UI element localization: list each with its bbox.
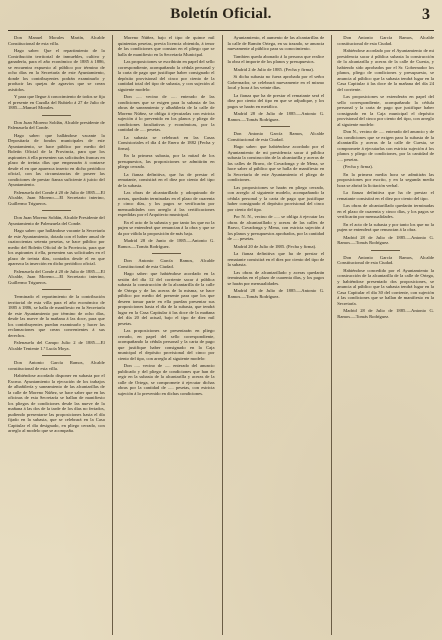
paragraph: Las obras de alcantarillado quedarán terminadas en el plazo de cuarenta y cinco días, y los pagos se verificarán por mensualidades. [337, 203, 434, 219]
paragraph: Don Manuel Morales Martín, Alcalde Constitucional de esta villa. [8, 35, 105, 46]
paragraph: Las proposiciones se escribirán en papel del sello correspondiente, acompañando la cédula personal y la carta de pago que justifique haber consignado el depósito provisional del cinco por ciento de la cantidad total del tipo de subasta, y con sujeción al siguiente modelo: [117, 59, 215, 92]
paragraph: Palenzuela del Conde á 20 de Julio de 1885.—El Alcalde, Juan Moreno.—El Secretario interino, Guillermo Trigueros. [8, 189, 105, 206]
paragraph: Madrid 28 de Junio de 1885.—Antonio G. Ramos.—Tomás Rodríguez. [117, 238, 215, 249]
paragraph: En el acto de la subasta y por tanto los que no la pujen se entenderá que renuncian á la obra y que se da por válida la proposición de más baja. [117, 219, 215, 236]
paragraph: Moreno Núñez, bajo el tipo de quince mil quinientas pesetas, previa licencia obtenida, á tenor de las condiciones que constan en el pliego que se halla de manifiesto en la Secretaría Municipal. [117, 35, 215, 57]
paragraph: Hago saber: que hallándose vacante la Secretaría de este Ayuntamiento, dotada con el haber anual de cuatrocientas setenta pesetas, se hace público por medio del Boletín Oficial de la Provincia, para que los aspirantes á ella, presenten sus solicitudes en el plazo de treinta días, contados desde el en que aparezca la inserción en dicho periódico oficial. [8, 228, 105, 266]
paragraph: Don Antonio García Ramos, Alcalde constitucional de esta villa. [8, 360, 105, 371]
paragraph: Madrid 28 de Julio de 1885.—Antonio G. Ramos.—Tomás Rodríguez. [227, 288, 325, 299]
paragraph: Las obras de alcantarillado y adoquinado de aceras, quedarán terminadas en el plazo de cuarenta y cinco días, y los pagos se verificarán por mensualidades con arreglo á las certificaciones expedidas por el Arquitecto municipal. [117, 190, 215, 217]
section-divider [152, 253, 181, 254]
column-2 [112, 35, 215, 635]
paragraph: Por N. N., vecino de ..... se obliga á ejecutar las obras de alcantarillado y aceras de las calles de Bravo, Covadonga y Mena, con estricta sujeción á los planos y presupuestos aprobados, por la cantidad de ..... pesetas. [227, 214, 325, 241]
paragraph: La fianza definitiva, que ha de prestar el rematante, consistirá en el diez por ciento del tipo de la subasta. [117, 171, 215, 188]
paragraph: Habiéndose acordado por el Ayuntamiento de mi presidencia sacar á pública subasta la construcción de la alcantarilla y aceras de la calle de Cuesta, y habiendo sido aprobados por el Sr. Gobernador los planos, pliego de condiciones y presupuesto, se anuncia al público que la subasta tendrá lugar en la Casa Capitular á las doce de la mañana del día 24 del corriente. [337, 48, 434, 92]
section-divider [261, 126, 290, 127]
paragraph: Don Juan Moreno Soldán, Alcalde Presidente del Ayuntamiento de Palenzuela del Conde. [8, 215, 105, 226]
paragraph: Palenzuela del Campo Julio 2 de 1885.—El Alcalde Teniente 1.º Lucía Moya. [8, 340, 105, 351]
text-columns [8, 35, 434, 635]
column-1 [8, 35, 105, 635]
paragraph: Don Antonio García Ramos, Alcalde Constitucional de esta Ciudad. [337, 254, 434, 265]
paragraph: Hago saber: que hallándose vacante la Depositaría de fondos municipales de este Ayuntamiento, se hace público por medio del Boletín Oficial de la Provincia, para que los aspirantes á ella presenten sus solicitudes francas en plazo de treinta días que empezarán á contarse desde el en que aparezca inserto en dicho periódico oficial, con las circunstancias de poseer las condiciones de prestar fianza suficiente á juicio del Ayuntamiento. [8, 132, 105, 187]
paragraph: En la primera media hora se admitirán las proposiciones por escrito, y en la segunda media hora se abrirá la licitación verbal. [337, 171, 434, 188]
paragraph: Tambien queda abonado á la persona que realice la obra el importe de los planos y presupuestos. [227, 53, 325, 64]
paragraph: Las proposiciones se harán en pliego cerrado, con arreglo al siguiente modelo, acompañando la cédula personal y la carta de pago que justifique haber consignado el depósito provisional del cinco por ciento del tipo. [227, 184, 325, 212]
paragraph: Hago saber: que habiéndose acordado por el Ayuntamiento de mi presidencia sacar á pública subasta la construcción de la alcantarilla y aceras de las calles de Bravo, de Covadonga y de Mena, se hace saber al público que se halla de manifiesto en la Secretaría de este Ayuntamiento el pliego de condiciones. [227, 144, 325, 182]
paragraph: (Fecha y firma). [343, 164, 373, 169]
page-title: Boletín Oficial. [170, 6, 272, 22]
paragraph: Madrid 2 de Julio de 1885. (Fecha y firma). [233, 66, 314, 72]
paragraph: Hago saber: que habiéndose acordado en la sesión del día 12 del corriente sacar á pública subasta la construcción de la alcantarilla de la calle de Ortega y de las aceras de la misma, se hace público por medio del presente para que los que deseen tomar parte en ella puedan presentar sus proposiciones hasta el día de la subasta, que tendrá lugar en la Casa Capitular á las doce de la mañana del día 20 del actual, bajo el tipo de diez mil pesetas. [117, 271, 215, 326]
paragraph: Don ..... vecino de ..... enterado de las condiciones que se exigen para la subasta de las obras de saneamiento y albañilería de la calle de Moreno Núñez, se obliga á ejecutarlas con estricta sujeción á lo prevenido en los planos y pliego de condiciones facultativas y económicas, por la cantidad de ..... pesetas. [117, 94, 215, 132]
paragraph: Don N., vecino de ..... enterado del anuncio y de las condiciones que se exigen para la subasta de la alcantarilla y aceras de la calle de Cuesta, se compromete á ejecutarlas con estricta sujeción á los planos y pliego de condiciones, por la cantidad de ..... pesetas. [337, 129, 434, 162]
masthead [8, 6, 434, 31]
paragraph: Si dicha subasta no fuera aprobada por el señor Gobernador, se celebrará nuevamente en el mismo local y hora á los veinte días. [227, 74, 325, 90]
paragraph: Y para que llegue á conocimiento de todos se fija el presente en Cazalla del Rubielo á 27 de Julio de 1885.—Manuel Morales. [8, 94, 105, 110]
paragraph: En la primera subasta, por la mitad de los presupuestos, las proposiciones se admitirán en pliego cerrado. [117, 153, 215, 169]
paragraph: Madrid 28 de Julio de 1885.—Antonio G. Ramos.—Tomás Rodríguez. [337, 308, 434, 319]
paragraph: Madrid 20 de Julio de 1885. (Fecha y firma). [233, 243, 317, 249]
paragraph: Habiéndose acordado disponer en subasta por el Excmo. Ayuntamiento la ejecución de los trabajos de albañilería y saneamiento de las alcantarillas de la calle de Moreno Núñez, se hace saber que en las oficinas de esta Secretaría se hallan de manifiesto los pliegos de condiciones desde las nueve de la mañana á las dos de la tarde de los días no feriados, pudiendo presentarse las proposiciones hasta el día fijado en la subasta, que se celebrará en la Casa Capitular el día designado, en pliego cerrado, con arreglo al modelo que se acompaña. [8, 373, 105, 433]
column-4 [331, 35, 434, 635]
paragraph: Don ..... vecino de ..... enterado del anuncio publicado y del pliego de condiciones que han de regir en la subasta de la alcantarilla y aceras de la calle de Ortega, se compromete á ejecutar dichas obras por la cantidad de ..... pesetas, con estricta sujeción á lo prevenido en dichas condiciones. [117, 363, 215, 396]
paragraph: Las proposiciones se extenderán en papel del sello correspondiente, acompañando la cédula personal y la carta de pago que justifique haber consignado en la Caja municipal el depósito provisional del cinco por ciento del tipo, con arreglo al siguiente modelo: [337, 94, 434, 127]
section-divider [42, 289, 71, 290]
paragraph: Las proposiciones se presentarán en pliego cerrado, en papel del sello correspondiente, acompañando la cédula personal y la carta de pago que justifique haber consignado en la Caja municipal el depósito provisional del cinco por ciento del tipo, con arreglo al siguiente modelo: [117, 328, 215, 361]
section-divider [371, 250, 400, 251]
paragraph: Madrid 28 de Julio de 1885.—Antonio G. Ramos.—Tomás Rodríguez. [337, 234, 434, 245]
paragraph: Don Antonio García Ramos, Alcalde Constitucional de esta Ciudad. [117, 258, 215, 269]
section-divider [42, 115, 71, 116]
paragraph: La fianza definitiva que ha de prestar el rematante consistirá en el diez por ciento del tipo. [337, 190, 434, 201]
section-divider [42, 210, 71, 211]
paragraph: Palenzuela del Conde á 20 de Julio de 1885.—El Alcalde, Juan Moreno.—El Secretario interino, Guillermo Trigueros. [8, 268, 105, 285]
paragraph: Terminado el repartimiento de la contribución territorial de esta villa para el año económico de 1885 á 1886, se halla de manifiesto en la Secretaría de este Ayuntamiento por término de ocho días, desde las nueve de la mañana á las doce, para que los contribuyentes puedan examinarlo y hacer las reclamaciones que crean convenientes á sus derechos. [8, 294, 105, 338]
paragraph: Don Antonio García Ramos, Alcalde Constitucional de esta Ciudad. [227, 131, 325, 142]
paragraph: Madrid 28 de Julio de 1885.—Antonio G. Ramos.—Tomás Rodríguez. [227, 111, 325, 122]
paragraph: Ayuntamiento, el aumento de las alcantarillas de la calle de Ramón Ortega, en su trazado, se anuncia nuevamente al público para su conocimiento. [227, 35, 325, 51]
paragraph: Las obras de alcantarillado y aceras quedarán terminadas en el plazo de cuarenta días, y los pagos se harán por mensualidades. [227, 269, 325, 286]
paragraph: Habiéndose concedido por el Ayuntamiento la construcción de la alcantarilla de la calle de Ortega, y habiéndose presentado dos proposiciones, se anuncia al público que la subasta tendrá lugar en la Casa Capitular el día 30 del corriente, con sujeción á las condiciones que se hallan de manifiesto en la Secretaría. [337, 267, 434, 306]
paragraph: Don Antonio García Ramos, Alcalde constitucional de esta Ciudad. [337, 35, 434, 46]
column-3 [222, 35, 325, 635]
paragraph: La fianza que ha de prestar el rematante será el diez por ciento del tipo en que se adjudique, y los pagos se harán en metálico. [227, 92, 325, 109]
paragraph: Don Juan Moreno Soldán, Alcalde presidente de Palenzuela del Conde. [8, 119, 105, 130]
paragraph: La fianza definitiva que ha de prestar el rematante consistirá en el diez por ciento del tipo de la subasta. [227, 251, 325, 267]
paragraph: En el acto de la subasta y por tanto los que no la pujen se entenderá que renuncian á la obra. [337, 221, 434, 232]
section-divider [42, 355, 71, 356]
paragraph: Hago saber: Que el repartimiento de la Contribución territorial de inmuebles, cultivo y ganadería, para el año económico de 1885 á 1886, se encuentra expuesto al público por término de ocho días en la Secretaría de este Ayuntamiento, donde los contribuyentes podrán examinarlo y producir las quejas de agravios que se crean asistidos. [8, 48, 105, 92]
page-number: 3 [422, 6, 430, 23]
paragraph: La subasta se celebrará en las Casas Consistoriales el día 4 de Enero de 1882 (Fecha y firma). [117, 134, 215, 151]
